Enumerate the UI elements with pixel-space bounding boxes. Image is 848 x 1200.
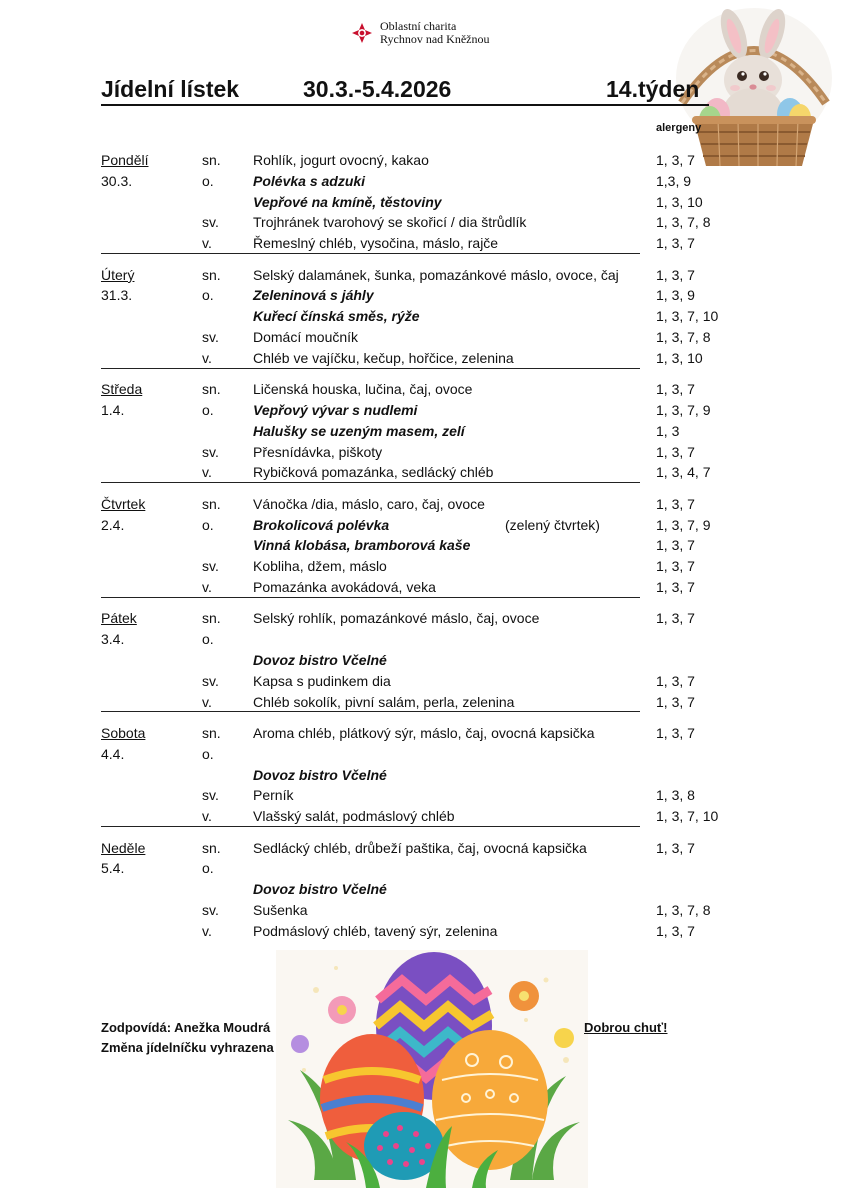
menu-row bbox=[0, 212, 848, 232]
menu-row bbox=[0, 285, 848, 305]
dish-name: Kobliha, džem, máslo bbox=[253, 558, 387, 575]
dish-name: Sušenka bbox=[253, 902, 308, 918]
day-separator-line bbox=[101, 253, 640, 254]
charity-cross-icon bbox=[350, 21, 374, 45]
allergen-codes: 1, 3, 7 bbox=[656, 922, 695, 939]
meal-type: v. bbox=[202, 235, 212, 252]
allergen-codes: 1, 3, 7 bbox=[656, 235, 695, 252]
allergen-codes: 1, 3, 7, 8 bbox=[656, 214, 711, 231]
meal-type: v. bbox=[202, 922, 212, 939]
dish-name: Vepřové na kmíně, těstoviny bbox=[253, 193, 442, 210]
day-date: 1.4. bbox=[101, 402, 125, 418]
menu-row bbox=[0, 838, 848, 858]
menu-row bbox=[0, 744, 848, 764]
day-name: Neděle bbox=[101, 839, 146, 856]
dish-name: Kuřecí čínská směs, rýže bbox=[253, 308, 420, 325]
menu-row bbox=[0, 535, 848, 555]
menu-row bbox=[0, 900, 848, 920]
menu-row bbox=[0, 150, 848, 170]
menu-row bbox=[0, 608, 848, 628]
dish-name: Vlašský salát, podmáslový chléb bbox=[253, 808, 455, 825]
menu-row bbox=[0, 462, 848, 482]
allergen-codes: 1, 3, 7 bbox=[656, 266, 695, 283]
dish-name: Dovoz bistro Včelné bbox=[253, 652, 387, 668]
menu-row bbox=[0, 442, 848, 462]
dish-name: Zeleninová s jáhly bbox=[253, 287, 374, 304]
dish-name: Dovoz bistro Včelné bbox=[253, 881, 387, 898]
menu-row bbox=[0, 879, 848, 899]
meal-type: sv. bbox=[202, 787, 219, 804]
menu-row bbox=[0, 723, 848, 743]
meal-type: sv. bbox=[202, 558, 219, 575]
meal-type: sn. bbox=[202, 152, 221, 168]
allergen-codes: 1, 3, 7 bbox=[656, 443, 695, 460]
day-date: 2.4. bbox=[101, 516, 125, 533]
allergen-codes: 1, 3, 7, 9 bbox=[656, 402, 711, 418]
dish-name: Podmáslový chléb, tavený sýr, zelenina bbox=[253, 922, 498, 939]
allergen-codes: 1, 3, 7 bbox=[656, 152, 695, 168]
dish-name: Selský dalamánek, šunka, pomazánkové máslo, ovoce, čaj bbox=[253, 266, 619, 283]
allergen-codes: 1, 3, 7 bbox=[656, 558, 695, 575]
dish-name: Dovoz bistro Včelné bbox=[253, 766, 387, 783]
meal-type: v. bbox=[202, 808, 212, 825]
allergen-codes: 1, 3, 7 bbox=[656, 672, 695, 689]
meal-type: o. bbox=[202, 516, 214, 533]
menu-row bbox=[0, 327, 848, 347]
dish-note: (zelený čtvrtek) bbox=[505, 516, 600, 533]
organization-logo bbox=[350, 20, 490, 46]
allergen-codes: 1, 3, 7 bbox=[656, 839, 695, 856]
day-name: Sobota bbox=[101, 725, 146, 741]
dish-name: Rohlík, jogurt ovocný, kakao bbox=[253, 152, 429, 168]
menu-row bbox=[0, 515, 848, 535]
meal-type: o. bbox=[202, 172, 214, 189]
allergen-codes: 1, 3, 10 bbox=[656, 193, 703, 210]
allergen-codes: 1, 3, 7 bbox=[656, 579, 695, 595]
dish-name: Pomazánka avokádová, veka bbox=[253, 579, 436, 595]
day-date: 4.4. bbox=[101, 745, 125, 762]
dish-name: Vinná klobása, bramborová kaše bbox=[253, 537, 471, 554]
logo-line-1: Oblastní charita bbox=[380, 19, 457, 33]
dish-name: Řemeslný chléb, vysočina, máslo, rajče bbox=[253, 235, 499, 252]
day-separator-line bbox=[101, 597, 640, 598]
allergen-codes: 1, 3 bbox=[656, 422, 680, 439]
meal-type: sn. bbox=[202, 725, 221, 741]
dish-name: Halušky se uzeným masem, zelí bbox=[253, 422, 465, 439]
meal-type: v. bbox=[202, 464, 212, 481]
meal-type: sn. bbox=[202, 266, 221, 283]
day-separator-line bbox=[101, 482, 640, 483]
dish-name: Selský rohlík, pomazánkové máslo, čaj, ovoce bbox=[253, 610, 540, 627]
meal-type: sv. bbox=[202, 672, 219, 689]
meal-type: v. bbox=[202, 579, 212, 595]
allergen-codes: 1, 3, 7, 10 bbox=[656, 308, 719, 325]
menu-row bbox=[0, 265, 848, 285]
logo-line-2: Rychnov nad Kněžnou bbox=[380, 32, 490, 46]
dish-name: Domácí moučník bbox=[253, 329, 359, 345]
menu-row bbox=[0, 400, 848, 420]
meal-type: o. bbox=[202, 402, 214, 418]
day-date: 31.3. bbox=[101, 287, 133, 304]
meal-type: sn. bbox=[202, 839, 221, 856]
day-name: Úterý bbox=[101, 266, 135, 283]
allergen-codes: 1, 3, 7 bbox=[656, 537, 695, 554]
menu-row bbox=[0, 785, 848, 805]
dish-name: Sedlácký chléb, drůbeží paštika, čaj, ovocná kapsička bbox=[253, 839, 587, 856]
meal-type: sv. bbox=[202, 214, 219, 231]
meal-type: o. bbox=[202, 287, 214, 304]
allergen-codes: 1, 3, 7, 10 bbox=[656, 808, 719, 825]
menu-header bbox=[101, 74, 709, 106]
menu-row bbox=[0, 556, 848, 576]
dish-name: Perník bbox=[253, 787, 294, 804]
allergen-codes: 1, 3, 4, 7 bbox=[656, 464, 711, 481]
easter-eggs-image bbox=[276, 950, 588, 1188]
menu-change-note: Změna jídelníčku vyhrazena bbox=[101, 1040, 274, 1055]
day-date: 30.3. bbox=[101, 172, 133, 189]
day-separator-line bbox=[101, 826, 640, 827]
menu-row bbox=[0, 921, 848, 941]
dish-name: Chléb ve vajíčku, kečup, hořčice, zelenina bbox=[253, 349, 514, 366]
menu-row bbox=[0, 765, 848, 785]
menu-row bbox=[0, 171, 848, 191]
menu-row bbox=[0, 494, 848, 514]
allergen-codes: 1, 3, 7 bbox=[656, 693, 695, 710]
menu-row bbox=[0, 629, 848, 649]
menu-date-range: 30.3.-5.4.2026 bbox=[303, 76, 452, 102]
allergen-codes: 1, 3, 7 bbox=[656, 725, 695, 741]
menu-week-number: 14.týden bbox=[606, 76, 700, 102]
day-name: Pátek bbox=[101, 610, 137, 627]
meal-type: sn. bbox=[202, 495, 221, 512]
menu-row bbox=[0, 671, 848, 691]
dish-name: Polévka s adzuki bbox=[253, 172, 366, 189]
meal-type: o. bbox=[202, 631, 214, 648]
dish-name: Kapsa s pudinkem dia bbox=[253, 672, 391, 689]
day-name: Středa bbox=[101, 381, 143, 398]
day-name: Pondělí bbox=[101, 152, 149, 168]
dish-name: Vepřový vývar s nudlemi bbox=[253, 402, 418, 418]
meal-type: o. bbox=[202, 860, 214, 877]
menu-row bbox=[0, 650, 848, 670]
allergen-codes: 1, 3, 7, 8 bbox=[656, 329, 711, 345]
allergen-codes: 1, 3, 9 bbox=[656, 287, 695, 304]
menu-row bbox=[0, 421, 848, 441]
menu-row bbox=[0, 379, 848, 399]
meal-type: v. bbox=[202, 349, 212, 366]
meal-type: sn. bbox=[202, 381, 221, 398]
day-separator-line bbox=[101, 711, 640, 712]
dish-name: Brokolicová polévka bbox=[253, 516, 390, 533]
menu-row bbox=[0, 233, 848, 253]
menu-title: Jídelní lístek bbox=[101, 76, 240, 102]
dish-name: Vánočka /dia, máslo, caro, čaj, ovoce bbox=[253, 495, 485, 512]
bon-appetit-text: Dobrou chuť! bbox=[584, 1020, 668, 1035]
allergens-column-header: alergeny bbox=[656, 122, 702, 134]
menu-row bbox=[0, 806, 848, 826]
allergen-codes: 1, 3, 7, 9 bbox=[656, 516, 711, 533]
responsible-person: Zodpovídá: Anežka Moudrá bbox=[101, 1020, 271, 1035]
day-separator-line bbox=[101, 368, 640, 369]
menu-row bbox=[0, 306, 848, 326]
meal-type: sv. bbox=[202, 443, 219, 460]
allergen-codes: 1, 3, 7 bbox=[656, 610, 695, 627]
menu-row bbox=[0, 348, 848, 368]
allergen-codes: 1, 3, 10 bbox=[656, 349, 703, 366]
allergen-codes: 1, 3, 7, 8 bbox=[656, 902, 711, 918]
allergen-codes: 1,3, 9 bbox=[656, 172, 692, 189]
dish-name: Aroma chléb, plátkový sýr, máslo, čaj, ovocná kapsička bbox=[253, 725, 595, 741]
allergen-codes: 1, 3, 7 bbox=[656, 381, 695, 398]
day-date: 5.4. bbox=[101, 860, 125, 877]
meal-type: o. bbox=[202, 745, 214, 762]
menu-row bbox=[0, 577, 848, 597]
meal-type: sv. bbox=[202, 902, 219, 918]
menu-row bbox=[0, 858, 848, 878]
dish-name: Trojhránek tvarohový se skořicí / dia štrůdlík bbox=[253, 214, 527, 231]
allergen-codes: 1, 3, 8 bbox=[656, 787, 695, 804]
meal-type: v. bbox=[202, 693, 212, 710]
meal-type: sv. bbox=[202, 329, 219, 345]
menu-row bbox=[0, 692, 848, 712]
allergen-codes: 1, 3, 7 bbox=[656, 495, 695, 512]
dish-name: Rybičková pomazánka, sedlácký chléb bbox=[253, 464, 494, 481]
dish-name: Ličenská houska, lučina, čaj, ovoce bbox=[253, 381, 473, 398]
dish-name: Chléb sokolík, pivní salám, perla, zelenina bbox=[253, 693, 515, 710]
menu-row bbox=[0, 192, 848, 212]
dish-name: Přesnídávka, piškoty bbox=[253, 443, 383, 460]
meal-type: sn. bbox=[202, 610, 221, 627]
day-name: Čtvrtek bbox=[101, 495, 146, 512]
day-date: 3.4. bbox=[101, 631, 125, 648]
